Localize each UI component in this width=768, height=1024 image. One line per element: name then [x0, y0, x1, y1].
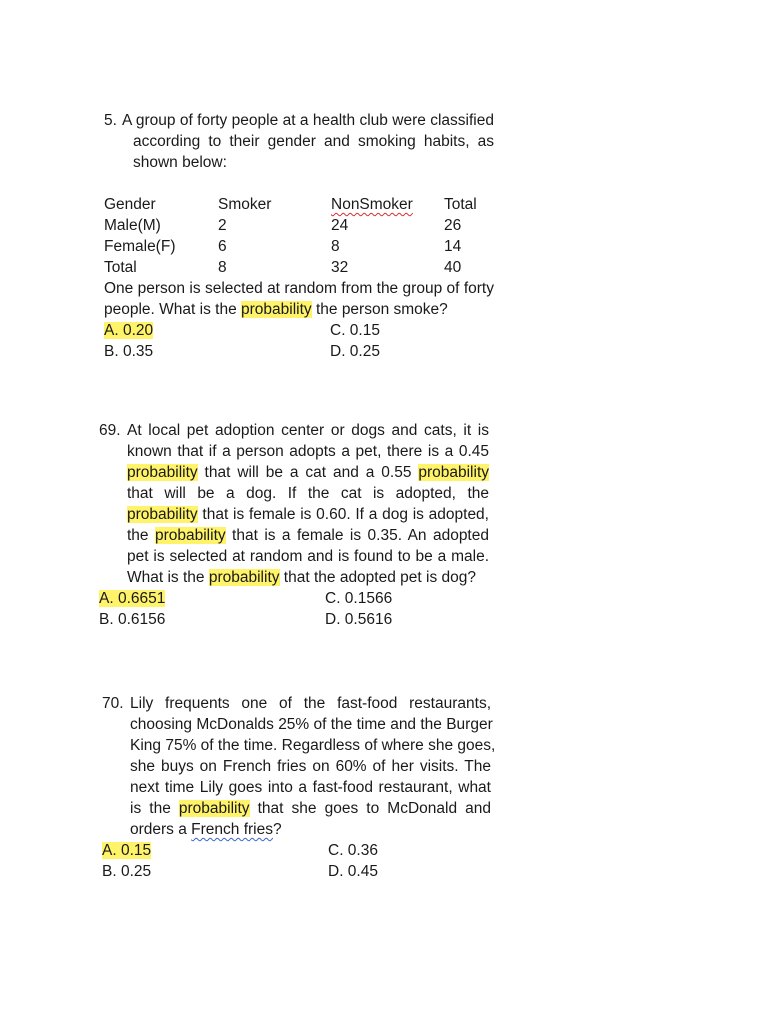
question-text-line: she buys on French fries on 60% of her visits. The [130, 758, 491, 775]
question-text-line: shown below: [133, 154, 227, 171]
answer-option-c[interactable]: C. 0.1566 [325, 590, 393, 607]
grammar-flagged-text: French fries [191, 821, 274, 838]
answer-options [104, 320, 494, 362]
answer-option-d[interactable]: D. 0.45 [328, 863, 378, 880]
question-number: 69. [99, 422, 121, 439]
question-5 [104, 110, 494, 362]
highlighted-word: probability [178, 800, 250, 817]
highlighted-word: probability [154, 527, 226, 544]
table-cell: Total [104, 259, 137, 276]
question-prompt-line: One person is selected at random from the group of forty [104, 280, 494, 297]
highlighted-word: probability [127, 506, 198, 523]
question-text-line: pet is selected at random and is found to be a male. [127, 548, 489, 565]
question-text-line: A group of forty people at a health club were classified [122, 112, 494, 129]
answer-options [99, 588, 489, 630]
question-text-line: probability that is female is 0.60. If a dog is adopted, [127, 506, 489, 523]
answer-option-c[interactable]: C. 0.15 [330, 322, 380, 339]
highlighted-word: probability [418, 464, 489, 481]
question-text-line: that will be a dog. If the cat is adopted, the [127, 485, 489, 502]
question-text-line: King 75% of the time. Regardless of where she goes, [130, 737, 496, 754]
table-row [104, 236, 494, 257]
highlighted-word: probability [127, 464, 198, 481]
table-cell: 24 [331, 217, 349, 234]
answer-option-c[interactable]: C. 0.36 [328, 842, 378, 859]
table-cell: 14 [444, 238, 462, 255]
question-text-line: What is the probability that the adopted pet is dog? [127, 569, 476, 586]
table-header-cell: Gender [104, 196, 156, 213]
answer-option-b[interactable]: B. 0.6156 [99, 611, 166, 628]
question-70 [102, 693, 496, 882]
table-cell: 26 [444, 217, 462, 234]
question-text-line: Lily frequents one of the fast-food restaurants, [130, 695, 491, 712]
table-cell: 8 [331, 238, 340, 255]
table-cell: 32 [331, 259, 349, 276]
answer-option-a[interactable]: A. 0.6651 [99, 590, 166, 607]
question-text-line: is the probability that she goes to McDonald and [130, 800, 491, 817]
table-cell: Male(M) [104, 217, 161, 234]
answer-option-b[interactable]: B. 0.25 [102, 863, 152, 880]
table-row [104, 257, 494, 278]
answer-option-a[interactable]: A. 0.15 [102, 842, 152, 859]
table-header-row [104, 194, 494, 215]
question-prompt-line: people. What is the probability the person smoke? [104, 301, 448, 318]
table-cell: 6 [218, 238, 227, 255]
answer-option-d[interactable]: D. 0.5616 [325, 611, 393, 628]
highlighted-word: probability [241, 301, 312, 318]
question-text-line: probability that will be a cat and a 0.55 probability [127, 464, 489, 481]
gender-smoking-table [104, 194, 494, 278]
question-number: 70. [102, 695, 124, 712]
table-header-cell: Total [444, 196, 477, 213]
question-number: 5. [104, 112, 117, 129]
question-text-line: next time Lily goes into a fast-food restaurant, what [130, 779, 491, 796]
question-text-line: according to their gender and smoking habits, as [133, 133, 494, 150]
question-text-line: At local pet adoption center or dogs and cats, it is [127, 422, 489, 439]
answer-option-b[interactable]: B. 0.35 [104, 343, 154, 360]
table-cell: 2 [218, 217, 227, 234]
table-header-cell: Smoker [218, 196, 272, 213]
highlighted-word: probability [208, 569, 280, 586]
table-cell: Female(F) [104, 238, 176, 255]
answer-option-a[interactable]: A. 0.20 [104, 322, 154, 339]
question-text-line: the probability that is a female is 0.35. An adopted [127, 527, 489, 544]
table-cell: 8 [218, 259, 227, 276]
question-text-line: choosing McDonalds 25% of the time and the Burger [130, 716, 493, 733]
question-text-line: orders a French fries? [130, 821, 282, 838]
question-69 [99, 420, 489, 630]
table-cell: 40 [444, 259, 462, 276]
answer-option-d[interactable]: D. 0.25 [330, 343, 380, 360]
table-row [104, 215, 494, 236]
answer-options [102, 840, 491, 882]
table-header-cell: NonSmoker [331, 196, 413, 213]
question-text-line: known that if a person adopts a pet, there is a 0.45 [127, 443, 489, 460]
